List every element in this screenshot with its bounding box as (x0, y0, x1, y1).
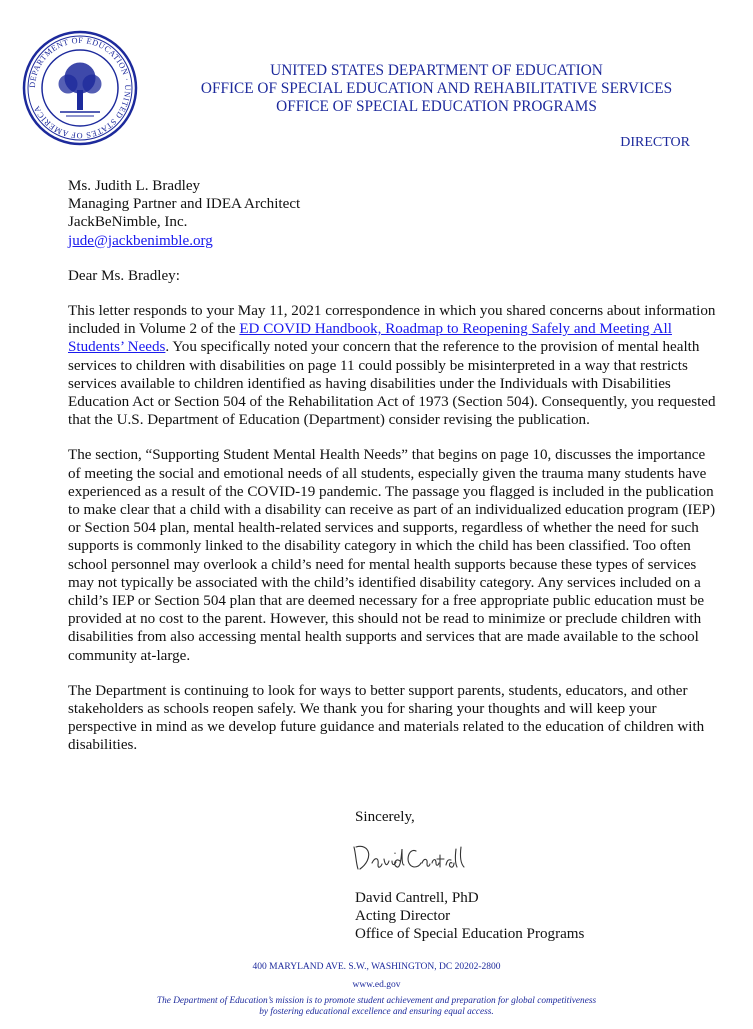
signer-office: Office of Special Education Programs (355, 926, 585, 943)
footer-address: 400 MARYLAND AVE. S.W., WASHINGTON, DC 20202-2800 (252, 962, 501, 972)
mission-statement (0, 996, 753, 1018)
seal-ring-text: DEPARTMENT OF EDUCATION · UNITED STATES OF AMERICA (27, 35, 133, 141)
recipient-company: JackBeNimble, Inc. (68, 214, 188, 231)
seal-tree-icon (59, 63, 101, 116)
handwritten-signature (350, 835, 470, 877)
footer-website: www.ed.gov (352, 980, 401, 990)
letterhead-line-department: UNITED STATES DEPARTMENT OF EDUCATION (270, 62, 603, 79)
letterhead (150, 62, 723, 116)
signer-title: Acting Director (355, 908, 451, 925)
paragraph-1-intro: This letter responds to your May 11, 2021 correspondence in which you shared concerns about information included in Volume 2 of the (68, 303, 716, 338)
recipient-email-link[interactable]: jude@jackbenimble.org (68, 232, 213, 249)
letterhead-line-osers: OFFICE OF SPECIAL EDUCATION AND REHABILITATIVE SERVICES (200, 80, 673, 97)
recipient-address (68, 177, 718, 250)
closing: Sincerely, (355, 809, 415, 825)
recipient-name: Ms. Judith L. Bradley (68, 178, 201, 194)
mission-line-2: by fostering educational excellence and ensuring equal access. (259, 1007, 494, 1017)
paragraph-1-rest: . You specifically noted your concern that the reference to the provision of mental health services to children with disabilities on page 11 could possibly be misinterpreted in a way that restricts services available to children identified as having disabilities under the Individuals with Disabilities Education Act or Section 504 of the Rehabilitation Act of 1973 (Section 504). Consequently, you requested that the U.S. Department of Education (Department) consider revising the publication. (68, 339, 716, 429)
recipient-title: Managing Partner and IDEA Architect (68, 196, 301, 213)
paragraph-3: The Department is continuing to look for ways to better support parents, students, educators, and other stakeholders as schools reopen safely. We thank you for sharing your thoughts and will keep your perspective in mind as we develop future guidance and materials related to the education of children with disabilities. (68, 682, 705, 754)
director-label: DIRECTOR (620, 135, 690, 150)
mission-line-1: The Department of Education’s mission is to promote student achievement and preparation for global competitiveness (156, 996, 597, 1006)
letterhead-line-osep: OFFICE OF SPECIAL EDUCATION PROGRAMS (276, 98, 597, 115)
paragraph-2: The section, “Supporting Student Mental Health Needs” that begins on page 10, discusses the importance of meeting the social and emotional needs of all students, especially given the trauma many students have experienced as a result of the COVID-19 pandemic. The passage you flagged is included in the publication to make clear that a child with a disability can receive as part of an individualized education program (IEP) or Section 504 plan, mental health-related services and supports, regardless of whether the need for such supports is commonly linked to the disability category in which the child has been classified. Too often school personnel may overlook a child’s need for mental health supports because these types of services may not typically be associated with the child’s identified disability category. Any services included on a child’s IEP or Section 504 plan that are deemed necessary for a free appropriate public education must be provided at no cost to the parent. However, this should not be read to minimize or preclude children with disabilities from also accessing mental health supports and services that are made available to the school community at-large. (68, 447, 716, 664)
signer-name: David Cantrell, PhD (355, 890, 479, 906)
paragraph-1 (68, 302, 718, 429)
letter-body (68, 177, 718, 755)
handbook-link[interactable]: ED COVID Handbook, Roadmap to Reopening Safely and Meeting All Students’ Needs (68, 321, 672, 356)
department-of-education-seal (20, 28, 140, 148)
salutation: Dear Ms. Bradley: (68, 267, 180, 284)
signature-block (355, 889, 584, 944)
